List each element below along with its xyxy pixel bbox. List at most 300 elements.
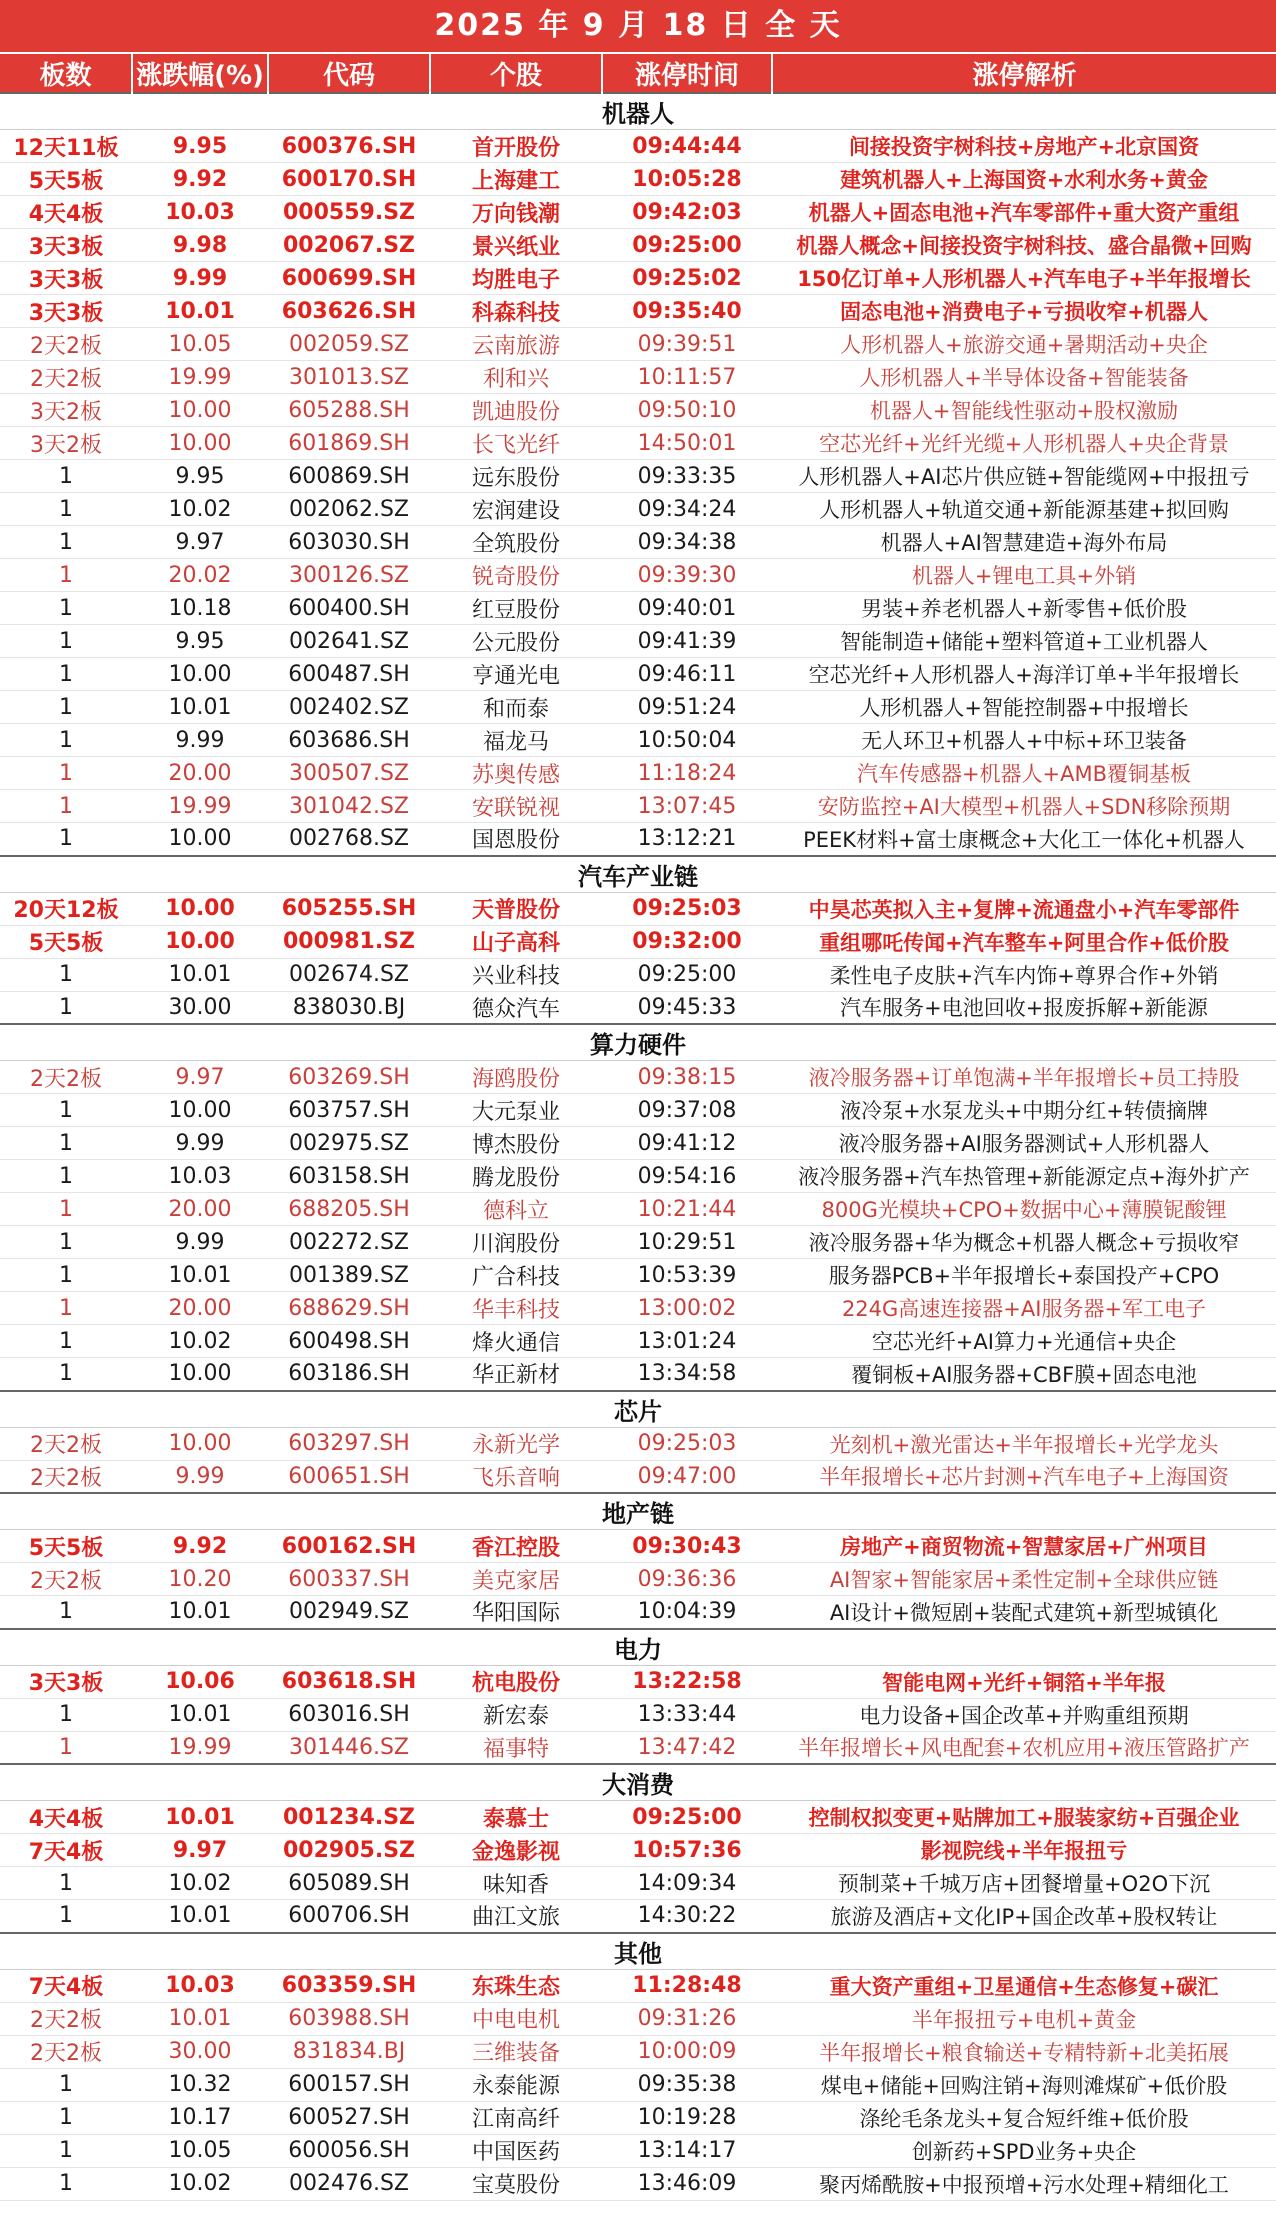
code-cell: 002067.SZ [268,229,430,262]
pct-cell: 20.00 [132,1292,268,1325]
time-cell: 13:12:21 [602,823,772,856]
sector-title: 机器人 [0,93,1276,130]
code-cell: 002059.SZ [268,328,430,361]
pct-cell: 30.00 [132,2035,268,2068]
stock-name-cell: 国恩股份 [430,823,602,856]
code-cell: 301013.SZ [268,361,430,394]
time-cell: 09:34:38 [602,526,772,559]
sector-title: 大消费 [0,1764,1276,1801]
pct-cell: 10.00 [132,1427,268,1460]
table-row [0,427,1276,460]
stock-name-cell: 华丰科技 [430,1292,602,1325]
stock-name-cell: 泰慕士 [430,1801,602,1834]
reason-cell: 机器人+AI智慧建造+海外布局 [772,526,1276,559]
reason-cell: 固态电池+消费电子+亏损收窄+机器人 [772,295,1276,328]
time-cell: 10:29:51 [602,1226,772,1259]
time-cell: 11:18:24 [602,757,772,790]
stock-name-cell: 广合科技 [430,1259,602,1292]
pct-cell: 10.00 [132,1358,268,1391]
time-cell: 09:33:35 [602,460,772,493]
board-cell: 1 [0,526,132,559]
table-row [0,2134,1276,2167]
pct-cell: 9.99 [132,1460,268,1493]
pct-cell: 9.92 [132,1530,268,1563]
stock-name-cell: 利和兴 [430,361,602,394]
sector-header-row [0,1764,1276,1801]
board-cell: 1 [0,1259,132,1292]
reason-cell: 涤纶毛条龙头+复合短纤维+低价股 [772,2101,1276,2134]
reason-cell: 800G光模块+CPO+数据中心+薄膜铌酸锂 [772,1193,1276,1226]
time-cell: 13:33:44 [602,1698,772,1731]
table-row [0,724,1276,757]
board-cell: 7天4板 [0,1969,132,2002]
stock-name-cell: 博杰股份 [430,1127,602,1160]
table-row [0,658,1276,691]
time-cell: 09:25:00 [602,958,772,991]
code-cell: 688629.SH [268,1292,430,1325]
time-cell: 10:57:36 [602,1834,772,1867]
table-row [0,2167,1276,2200]
stock-name-cell: 香江控股 [430,1530,602,1563]
code-cell: 603016.SH [268,1698,430,1731]
stock-name-cell: 红豆股份 [430,592,602,625]
stock-name-cell: 宝莫股份 [430,2167,602,2200]
code-cell: 603988.SH [268,2002,430,2035]
code-cell: 600157.SH [268,2068,430,2101]
reason-cell: 机器人+固态电池+汽车零部件+重大资产重组 [772,196,1276,229]
time-cell: 13:14:17 [602,2134,772,2167]
stock-name-cell: 中电电机 [430,2002,602,2035]
time-cell: 10:04:39 [602,1596,772,1629]
time-cell: 09:25:00 [602,229,772,262]
pct-cell: 10.01 [132,1259,268,1292]
stock-name-cell: 均胜电子 [430,262,602,295]
pct-cell: 10.05 [132,2134,268,2167]
stock-name-cell: 福龙马 [430,724,602,757]
board-cell: 2天2板 [0,361,132,394]
code-cell: 002476.SZ [268,2167,430,2200]
pct-cell: 9.99 [132,724,268,757]
time-cell: 09:37:08 [602,1094,772,1127]
reason-cell: 液冷服务器+汽车热管理+新能源定点+海外扩产 [772,1160,1276,1193]
sector-header-row [0,93,1276,130]
pct-cell: 10.02 [132,1325,268,1358]
reason-cell: 创新药+SPD业务+央企 [772,2134,1276,2167]
stock-name-cell: 大元泵业 [430,1094,602,1127]
code-cell: 600498.SH [268,1325,430,1358]
code-cell: 605089.SH [268,1867,430,1900]
time-cell: 10:21:44 [602,1193,772,1226]
reason-cell: 人形机器人+AI芯片供应链+智能缆网+中报扭亏 [772,460,1276,493]
board-cell: 1 [0,625,132,658]
board-cell: 3天3板 [0,262,132,295]
table-row [0,394,1276,427]
table-row [0,2068,1276,2101]
table-row [0,790,1276,823]
table-row [0,460,1276,493]
pct-cell: 10.00 [132,823,268,856]
header-stock: 个股 [430,53,602,93]
code-cell: 001389.SZ [268,1259,430,1292]
board-cell: 5天5板 [0,163,132,196]
board-cell: 2天2板 [0,328,132,361]
table-row [0,1563,1276,1596]
table-row [0,493,1276,526]
table-row [0,991,1276,1024]
sector-title: 其他 [0,1933,1276,1970]
reason-cell: 预制菜+千城万店+团餐增量+O2O下沉 [772,1867,1276,1900]
table-row [0,1160,1276,1193]
reason-cell: PEEK材料+富士康概念+大化工一体化+机器人 [772,823,1276,856]
reason-cell: 空芯光纤+人形机器人+海洋订单+半年报增长 [772,658,1276,691]
board-cell: 1 [0,1160,132,1193]
pct-cell: 9.95 [132,130,268,163]
time-cell: 09:50:10 [602,394,772,427]
table-row [0,2002,1276,2035]
table-row [0,1427,1276,1460]
reason-cell: 间接投资宇树科技+房地产+北京国资 [772,130,1276,163]
board-cell: 1 [0,1698,132,1731]
pct-cell: 10.03 [132,196,268,229]
pct-cell: 10.20 [132,1563,268,1596]
stock-name-cell: 江南高纤 [430,2101,602,2134]
header-row [0,53,1276,93]
reason-cell: 汽车传感器+机器人+AMB覆铜基板 [772,757,1276,790]
table-row [0,1460,1276,1493]
table-row [0,1596,1276,1629]
pct-cell: 10.00 [132,1094,268,1127]
board-cell: 1 [0,1094,132,1127]
time-cell: 14:09:34 [602,1867,772,1900]
sector-header-row [0,1629,1276,1666]
stock-name-cell: 兴业科技 [430,958,602,991]
pct-cell: 10.01 [132,1900,268,1933]
time-cell: 09:31:26 [602,2002,772,2035]
pct-cell: 10.06 [132,1665,268,1698]
pct-cell: 9.99 [132,1127,268,1160]
reason-cell: 人形机器人+旅游交通+暑期活动+央企 [772,328,1276,361]
board-cell: 1 [0,1325,132,1358]
stock-name-cell: 金逸影视 [430,1834,602,1867]
time-cell: 09:45:33 [602,991,772,1024]
reason-cell: 液冷服务器+订单饱满+半年报增长+员工持股 [772,1061,1276,1094]
code-cell: 600869.SH [268,460,430,493]
code-cell: 002062.SZ [268,493,430,526]
stock-name-cell: 美克家居 [430,1563,602,1596]
reason-cell: 重组哪吒传闻+汽车整车+阿里合作+低价股 [772,925,1276,958]
reason-cell: 人形机器人+轨道交通+新能源基建+拟回购 [772,493,1276,526]
reason-cell: 柔性电子皮肤+汽车内饰+尊界合作+外销 [772,958,1276,991]
table-row [0,1226,1276,1259]
pct-cell: 19.99 [132,361,268,394]
code-cell: 600527.SH [268,2101,430,2134]
pct-cell: 10.00 [132,892,268,925]
stock-name-cell: 华正新材 [430,1358,602,1391]
board-cell: 4天4板 [0,1801,132,1834]
stock-name-cell: 山子高科 [430,925,602,958]
reason-cell: 智能电网+光纤+铜箔+半年报 [772,1665,1276,1698]
code-cell: 603297.SH [268,1427,430,1460]
code-cell: 603030.SH [268,526,430,559]
stock-name-cell: 景兴纸业 [430,229,602,262]
table-row [0,823,1276,856]
reason-cell: 空芯光纤+光纤光缆+人形机器人+央企背景 [772,427,1276,460]
board-cell: 1 [0,1731,132,1764]
pct-cell: 20.00 [132,1193,268,1226]
table-row [0,1698,1276,1731]
stock-name-cell: 公元股份 [430,625,602,658]
pct-cell: 10.32 [132,2068,268,2101]
stock-name-cell: 腾龙股份 [430,1160,602,1193]
header-board: 板数 [0,53,132,93]
board-cell: 1 [0,1358,132,1391]
table-row [0,1665,1276,1698]
time-cell: 09:38:15 [602,1061,772,1094]
time-cell: 13:07:45 [602,790,772,823]
board-cell: 2天2板 [0,2035,132,2068]
board-cell: 5天5板 [0,1530,132,1563]
reason-cell: 建筑机器人+上海国资+水利水务+黄金 [772,163,1276,196]
board-cell: 2天2板 [0,1460,132,1493]
board-cell: 1 [0,592,132,625]
reason-cell: 房地产+商贸物流+智慧家居+广州项目 [772,1530,1276,1563]
board-cell: 1 [0,460,132,493]
pct-cell: 10.01 [132,2002,268,2035]
table-row [0,1530,1276,1563]
table-row [0,361,1276,394]
code-cell: 603618.SH [268,1665,430,1698]
pct-cell: 10.03 [132,1969,268,2002]
table-row [0,1193,1276,1226]
stock-name-cell: 苏奥传感 [430,757,602,790]
stock-name-cell: 亨通光电 [430,658,602,691]
reason-cell: 汽车服务+电池回收+报废拆解+新能源 [772,991,1276,1024]
board-cell: 12天11板 [0,130,132,163]
code-cell: 002905.SZ [268,1834,430,1867]
reason-cell: 224G高速连接器+AI服务器+军工电子 [772,1292,1276,1325]
table-row [0,691,1276,724]
table-row [0,1358,1276,1391]
reason-cell: 光刻机+激光雷达+半年报增长+光学龙头 [772,1427,1276,1460]
time-cell: 09:39:30 [602,559,772,592]
pct-cell: 10.17 [132,2101,268,2134]
pct-cell: 10.01 [132,691,268,724]
reason-cell: 无人环卫+机器人+中标+环卫装备 [772,724,1276,757]
reason-cell: 煤电+储能+回购注销+海则滩煤矿+低价股 [772,2068,1276,2101]
board-cell: 7天4板 [0,1834,132,1867]
stock-name-cell: 云南旅游 [430,328,602,361]
board-cell: 1 [0,958,132,991]
code-cell: 002949.SZ [268,1596,430,1629]
code-cell: 838030.BJ [268,991,430,1024]
time-cell: 09:25:00 [602,1801,772,1834]
board-cell: 1 [0,2134,132,2167]
pct-cell: 10.00 [132,427,268,460]
code-cell: 002272.SZ [268,1226,430,1259]
code-cell: 002975.SZ [268,1127,430,1160]
code-cell: 831834.BJ [268,2035,430,2068]
stock-name-cell: 首开股份 [430,130,602,163]
reason-cell: 人形机器人+半导体设备+智能装备 [772,361,1276,394]
pct-cell: 10.02 [132,1867,268,1900]
board-cell: 1 [0,1193,132,1226]
time-cell: 09:39:51 [602,328,772,361]
time-cell: 09:54:16 [602,1160,772,1193]
table-row [0,1801,1276,1834]
pct-cell: 10.01 [132,1698,268,1731]
table-row [0,1292,1276,1325]
board-cell: 1 [0,559,132,592]
reason-cell: 影视院线+半年报扭亏 [772,1834,1276,1867]
board-cell: 1 [0,2101,132,2134]
reason-cell: 机器人+智能线性驱动+股权激励 [772,394,1276,427]
board-cell: 1 [0,2068,132,2101]
pct-cell: 10.02 [132,493,268,526]
time-cell: 14:30:22 [602,1900,772,1933]
time-cell: 09:32:00 [602,925,772,958]
table-row [0,1325,1276,1358]
table-row [0,559,1276,592]
table-row [0,196,1276,229]
pct-cell: 10.00 [132,658,268,691]
table-row [0,328,1276,361]
pct-cell: 10.01 [132,295,268,328]
board-cell: 3天3板 [0,229,132,262]
table-row [0,892,1276,925]
reason-cell: 智能制造+储能+塑料管道+工业机器人 [772,625,1276,658]
stock-name-cell: 德科立 [430,1193,602,1226]
time-cell: 09:25:03 [602,1427,772,1460]
board-cell: 4天4板 [0,196,132,229]
time-cell: 09:34:24 [602,493,772,526]
table-row [0,1259,1276,1292]
pct-cell: 10.03 [132,1160,268,1193]
code-cell: 603626.SH [268,295,430,328]
reason-cell: 安防监控+AI大模型+机器人+SDN移除预期 [772,790,1276,823]
reason-cell: AI智家+智能家居+柔性定制+全球供应链 [772,1563,1276,1596]
table-row [0,625,1276,658]
stock-name-cell: 全筑股份 [430,526,602,559]
board-cell: 20天12板 [0,892,132,925]
time-cell: 09:42:03 [602,196,772,229]
time-cell: 10:11:57 [602,361,772,394]
code-cell: 600170.SH [268,163,430,196]
code-cell: 002402.SZ [268,691,430,724]
time-cell: 09:35:38 [602,2068,772,2101]
time-cell: 13:47:42 [602,1731,772,1764]
reason-cell: 半年报增长+芯片封测+汽车电子+上海国资 [772,1460,1276,1493]
time-cell: 14:50:01 [602,427,772,460]
code-cell: 600400.SH [268,592,430,625]
sector-title: 算力硬件 [0,1024,1276,1061]
stock-name-cell: 长飞光纤 [430,427,602,460]
sector-header-row [0,1391,1276,1428]
pct-cell: 9.97 [132,1061,268,1094]
stock-name-cell: 宏润建设 [430,493,602,526]
code-cell: 600376.SH [268,130,430,163]
table-row [0,1731,1276,1764]
reason-cell: 服务器PCB+半年报增长+泰国投产+CPO [772,1259,1276,1292]
time-cell: 09:44:44 [602,130,772,163]
stock-name-cell: 中国医药 [430,2134,602,2167]
code-cell: 603158.SH [268,1160,430,1193]
board-cell: 1 [0,991,132,1024]
pct-cell: 9.99 [132,1226,268,1259]
board-cell: 2天2板 [0,1061,132,1094]
header-code: 代码 [268,53,430,93]
code-cell: 300507.SZ [268,757,430,790]
code-cell: 600162.SH [268,1530,430,1563]
sector-title: 芯片 [0,1391,1276,1428]
board-cell: 1 [0,724,132,757]
code-cell: 002674.SZ [268,958,430,991]
pct-cell: 19.99 [132,790,268,823]
code-cell: 605288.SH [268,394,430,427]
time-cell: 13:34:58 [602,1358,772,1391]
sector-header-row [0,856,1276,893]
pct-cell: 9.99 [132,262,268,295]
time-cell: 09:25:02 [602,262,772,295]
stock-name-cell: 杭电股份 [430,1665,602,1698]
code-cell: 300126.SZ [268,559,430,592]
reason-cell: AI设计+微短剧+装配式建筑+新型城镇化 [772,1596,1276,1629]
reason-cell: 空芯光纤+AI算力+光通信+央企 [772,1325,1276,1358]
reason-cell: 男装+养老机器人+新零售+低价股 [772,592,1276,625]
time-cell: 10:05:28 [602,163,772,196]
pct-cell: 9.97 [132,526,268,559]
code-cell: 000981.SZ [268,925,430,958]
board-cell: 1 [0,823,132,856]
board-cell: 1 [0,1292,132,1325]
board-cell: 1 [0,757,132,790]
time-cell: 10:00:09 [602,2035,772,2068]
code-cell: 600651.SH [268,1460,430,1493]
pct-cell: 19.99 [132,1731,268,1764]
header-time: 涨停时间 [602,53,772,93]
table-row [0,1834,1276,1867]
board-cell: 5天5板 [0,925,132,958]
board-cell: 2天2板 [0,1563,132,1596]
time-cell: 09:41:39 [602,625,772,658]
stock-name-cell: 凯迪股份 [430,394,602,427]
reason-cell: 覆铜板+AI服务器+CBF膜+固态电池 [772,1358,1276,1391]
time-cell: 11:28:48 [602,1969,772,2002]
time-cell: 09:47:00 [602,1460,772,1493]
code-cell: 001234.SZ [268,1801,430,1834]
sector-header-row [0,1493,1276,1530]
board-cell: 1 [0,658,132,691]
stock-name-cell: 海鸥股份 [430,1061,602,1094]
reason-cell: 液冷泵+水泵龙头+中期分红+转债摘牌 [772,1094,1276,1127]
sector-header-row [0,1024,1276,1061]
time-cell: 09:30:43 [602,1530,772,1563]
stock-name-cell: 万向钱潮 [430,196,602,229]
stock-name-cell: 科森科技 [430,295,602,328]
table-row [0,295,1276,328]
board-cell: 1 [0,790,132,823]
sector-header-row [0,1933,1276,1970]
table-row [0,1867,1276,1900]
time-cell: 09:35:40 [602,295,772,328]
reason-cell: 聚丙烯酰胺+中报预增+污水处理+精细化工 [772,2167,1276,2200]
reason-cell: 150亿订单+人形机器人+汽车电子+半年报增长 [772,262,1276,295]
board-cell: 1 [0,1226,132,1259]
stock-name-cell: 远东股份 [430,460,602,493]
reason-cell: 中昊芯英拟入主+复牌+流通盘小+汽车零部件 [772,892,1276,925]
board-cell: 1 [0,2167,132,2200]
table-row [0,229,1276,262]
pct-cell: 10.00 [132,394,268,427]
